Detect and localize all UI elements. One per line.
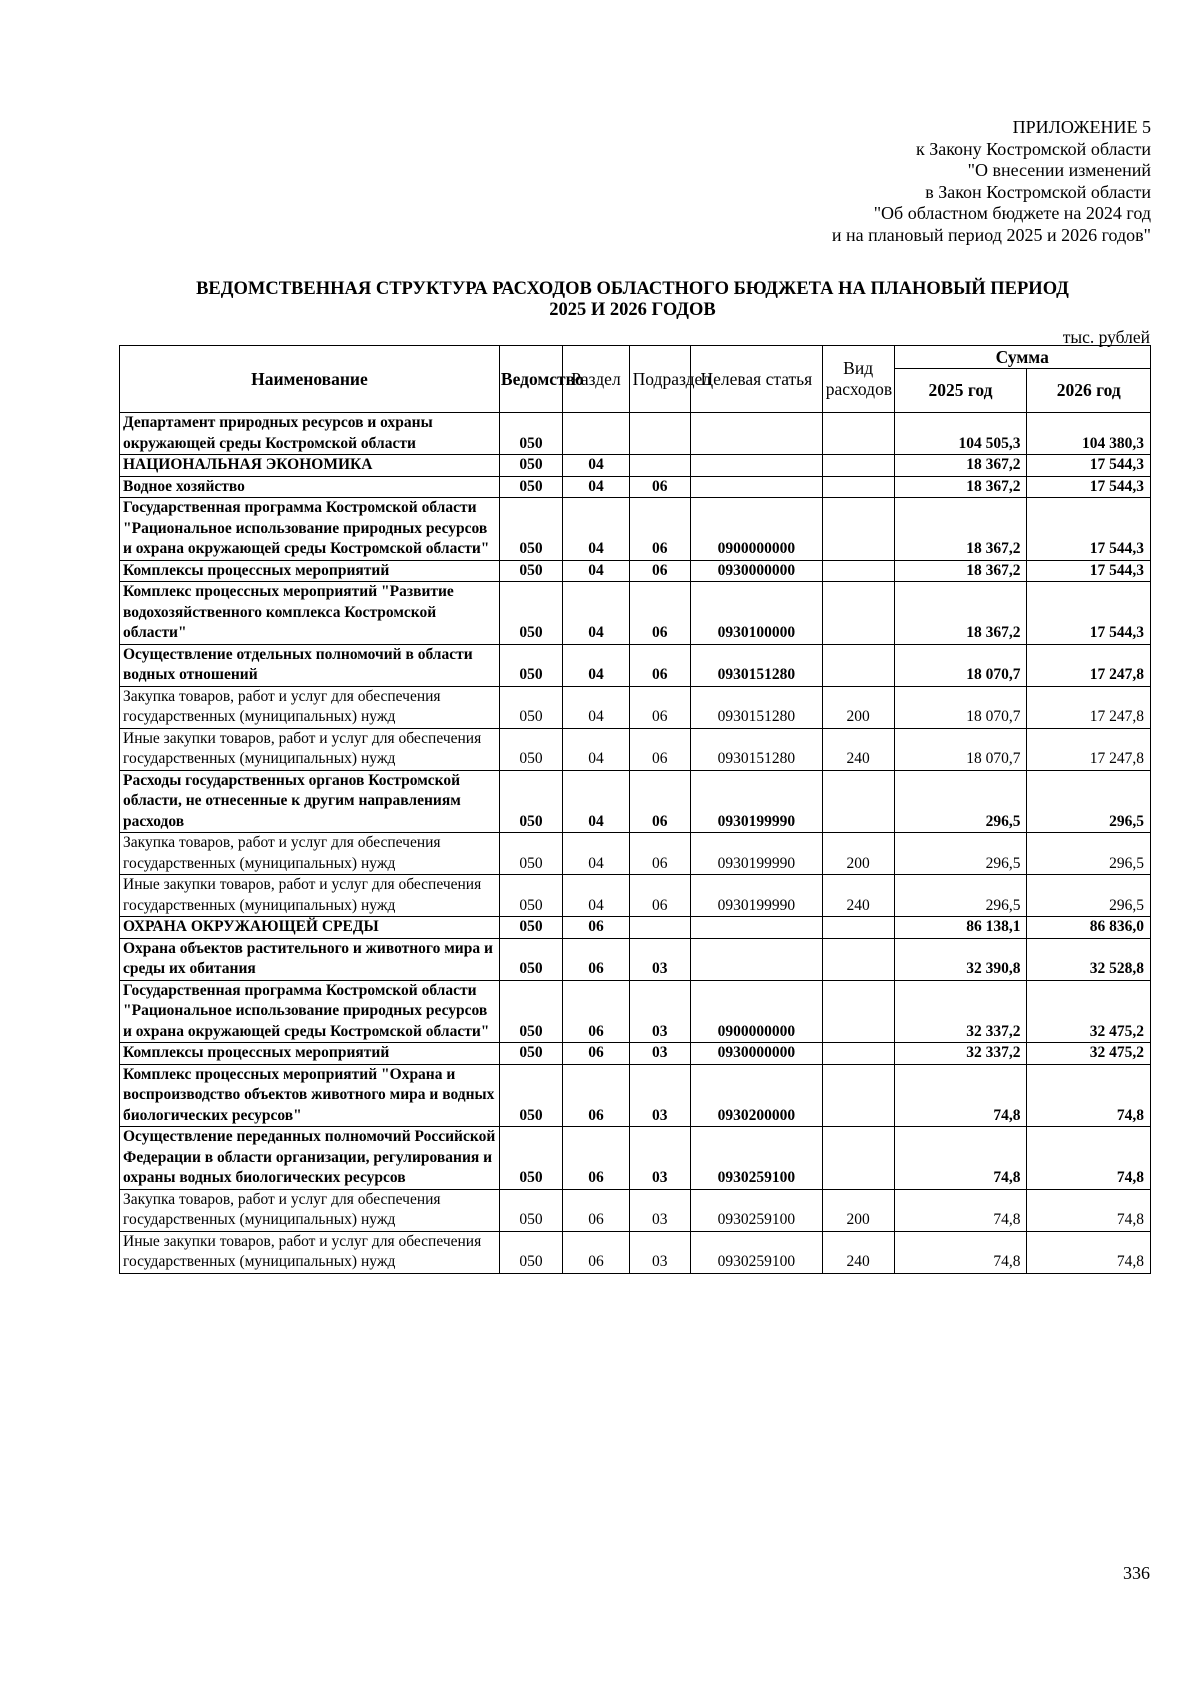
sum-2026-cell: 74,8: [1027, 1189, 1151, 1231]
table-body: [120, 413, 1151, 1274]
sum-2026-cell: 296,5: [1027, 770, 1151, 833]
table-row: [120, 980, 1151, 1043]
vedomstvo-cell: 050: [499, 1189, 562, 1231]
podrazdel-cell: 06: [629, 498, 690, 561]
sum-2026-cell: 32 475,2: [1027, 980, 1151, 1043]
header-summa: Сумма: [894, 346, 1150, 369]
target-cell: 0930000000: [690, 1043, 822, 1065]
razdel-cell: 06: [563, 980, 629, 1043]
vid-cell: 200: [822, 686, 894, 728]
appendix-line: и на плановый период 2025 и 2026 годов": [831, 224, 1151, 245]
table-row: [120, 686, 1151, 728]
sum-2026-cell: 32 528,8: [1027, 938, 1151, 980]
sum-2025-cell: 296,5: [894, 770, 1027, 833]
sum-2025-cell: 32 337,2: [894, 1043, 1027, 1065]
name-cell: Государственная программа Костромской области "Рациональное использование природных ресурсов и охрана окружающей среды Костромской области": [120, 498, 500, 561]
podrazdel-cell: 03: [629, 938, 690, 980]
vid-cell: [822, 980, 894, 1043]
name-cell: Осуществление переданных полномочий Российской Федерации в области организации, регулирования и охраны водных биологических ресурсов: [120, 1127, 500, 1190]
appendix-line: "О внесении изменений: [967, 160, 1151, 180]
vid-cell: [822, 413, 894, 455]
target-cell: 0930259100: [690, 1127, 822, 1190]
vedomstvo-cell: 050: [499, 1127, 562, 1190]
table-row: [120, 560, 1151, 582]
podrazdel-cell: 03: [629, 1064, 690, 1127]
document-title-line2: 2025 И 2026 ГОДОВ: [549, 300, 716, 320]
budget-table: [119, 345, 1151, 1274]
name-cell: НАЦИОНАЛЬНАЯ ЭКОНОМИКА: [120, 455, 500, 477]
sum-2026-cell: 74,8: [1027, 1231, 1151, 1273]
podrazdel-cell: 06: [629, 476, 690, 498]
vid-cell: [822, 770, 894, 833]
vid-cell: [822, 582, 894, 645]
podrazdel-cell: 06: [629, 686, 690, 728]
podrazdel-cell: 06: [629, 875, 690, 917]
sum-2025-cell: 74,8: [894, 1064, 1027, 1127]
razdel-cell: 06: [563, 938, 629, 980]
sum-2025-cell: 86 138,1: [894, 917, 1027, 939]
target-cell: [690, 455, 822, 477]
header-vedomstvo: Ведомство: [499, 346, 562, 413]
razdel-cell: 04: [563, 770, 629, 833]
razdel-cell: 04: [563, 644, 629, 686]
vid-cell: [822, 560, 894, 582]
podrazdel-cell: 06: [629, 644, 690, 686]
vedomstvo-cell: 050: [499, 644, 562, 686]
name-cell: Осуществление отдельных полномочий в области водных отношений: [120, 644, 500, 686]
name-cell: Расходы государственных органов Костромской области, не отнесенные к другим направлениям расходов: [120, 770, 500, 833]
target-cell: [690, 413, 822, 455]
podrazdel-cell: 06: [629, 728, 690, 770]
vedomstvo-cell: 050: [499, 875, 562, 917]
document-title: [120, 279, 1145, 321]
header-podrazdel: Подраздел: [629, 346, 690, 413]
name-cell: Иные закупки товаров, работ и услуг для обеспечения государственных (муниципальных) нужд: [120, 1231, 500, 1273]
table-row: [120, 728, 1151, 770]
razdel-cell: 06: [563, 1231, 629, 1273]
target-cell: [690, 938, 822, 980]
target-cell: 0930151280: [690, 686, 822, 728]
sum-2026-cell: 74,8: [1027, 1064, 1151, 1127]
razdel-cell: 04: [563, 833, 629, 875]
sum-2026-cell: 86 836,0: [1027, 917, 1151, 939]
vedomstvo-cell: 050: [499, 728, 562, 770]
podrazdel-cell: 06: [629, 582, 690, 645]
razdel-cell: 06: [563, 1127, 629, 1190]
vedomstvo-cell: 050: [499, 980, 562, 1043]
razdel-cell: 04: [563, 875, 629, 917]
sum-2026-cell: 17 544,3: [1027, 476, 1151, 498]
name-cell: Комплексы процессных мероприятий: [120, 560, 500, 582]
vid-cell: 240: [822, 875, 894, 917]
vedomstvo-cell: 050: [499, 476, 562, 498]
vedomstvo-cell: 050: [499, 560, 562, 582]
appendix-line: "Об областном бюджете на 2024 год: [873, 203, 1151, 223]
table-row: [120, 1127, 1151, 1190]
name-cell: Иные закупки товаров, работ и услуг для обеспечения государственных (муниципальных) нужд: [120, 728, 500, 770]
razdel-cell: 06: [563, 1064, 629, 1127]
table-row: [120, 476, 1151, 498]
vedomstvo-cell: 050: [499, 582, 562, 645]
razdel-cell: 04: [563, 560, 629, 582]
razdel-cell: [563, 413, 629, 455]
units-label: тыс. рублей: [1062, 327, 1150, 347]
podrazdel-cell: 06: [629, 770, 690, 833]
target-cell: 0930151280: [690, 644, 822, 686]
table-row: [120, 875, 1151, 917]
name-cell: Департамент природных ресурсов и охраны окружающей среды Костромской области: [120, 413, 500, 455]
podrazdel-cell: 06: [629, 833, 690, 875]
target-cell: 0930199990: [690, 770, 822, 833]
target-cell: 0930100000: [690, 582, 822, 645]
sum-2026-cell: 296,5: [1027, 833, 1151, 875]
table-row: [120, 938, 1151, 980]
appendix-line: в Закон Костромской области: [925, 181, 1151, 202]
document-title-line1: ВЕДОМСТВЕННАЯ СТРУКТУРА РАСХОДОВ ОБЛАСТНОГО БЮДЖЕТА НА ПЛАНОВЫЙ ПЕРИОД: [196, 279, 1069, 299]
sum-2025-cell: 32 390,8: [894, 938, 1027, 980]
sum-2025-cell: 74,8: [894, 1231, 1027, 1273]
sum-2025-cell: 18 070,7: [894, 644, 1027, 686]
vedomstvo-cell: 050: [499, 1231, 562, 1273]
table-row: [120, 1043, 1151, 1065]
sum-2026-cell: 74,8: [1027, 1127, 1151, 1190]
header-2025: 2025 год: [894, 369, 1027, 413]
podrazdel-cell: 03: [629, 980, 690, 1043]
target-cell: [690, 917, 822, 939]
name-cell: Закупка товаров, работ и услуг для обеспечения государственных (муниципальных) нужд: [120, 1189, 500, 1231]
table-row: [120, 455, 1151, 477]
target-cell: 0900000000: [690, 980, 822, 1043]
target-cell: 0930259100: [690, 1189, 822, 1231]
sum-2026-cell: 104 380,3: [1027, 413, 1151, 455]
header-razdel: Раздел: [563, 346, 629, 413]
vedomstvo-cell: 050: [499, 413, 562, 455]
name-cell: Государственная программа Костромской области "Рациональное использование природных ресурсов и охрана окружающей среды Костромской области": [120, 980, 500, 1043]
header-2026: 2026 год: [1027, 369, 1151, 413]
razdel-cell: 04: [563, 455, 629, 477]
name-cell: Комплекс процессных мероприятий "Развитие водохозяйственного комплекса Костромской области": [120, 582, 500, 645]
sum-2026-cell: 17 544,3: [1027, 560, 1151, 582]
sum-2025-cell: 74,8: [894, 1127, 1027, 1190]
vid-cell: [822, 938, 894, 980]
vid-cell: [822, 917, 894, 939]
target-cell: 0930199990: [690, 875, 822, 917]
header-target: Целевая статья: [690, 346, 822, 413]
page-number: 336: [1123, 1563, 1150, 1583]
sum-2026-cell: 17 544,3: [1027, 498, 1151, 561]
vedomstvo-cell: 050: [499, 498, 562, 561]
vedomstvo-cell: 050: [499, 917, 562, 939]
podrazdel-cell: 03: [629, 1043, 690, 1065]
appendix-line: к Закону Костромской области: [915, 138, 1151, 159]
razdel-cell: 04: [563, 728, 629, 770]
sum-2025-cell: 296,5: [894, 875, 1027, 917]
sum-2025-cell: 296,5: [894, 833, 1027, 875]
sum-2025-cell: 32 337,2: [894, 980, 1027, 1043]
vid-cell: [822, 644, 894, 686]
vid-cell: 240: [822, 1231, 894, 1273]
vid-cell: [822, 476, 894, 498]
table-row: [120, 917, 1151, 939]
table-row: [120, 498, 1151, 561]
vid-cell: 200: [822, 1189, 894, 1231]
sum-2025-cell: 74,8: [894, 1189, 1027, 1231]
razdel-cell: 04: [563, 498, 629, 561]
razdel-cell: 04: [563, 686, 629, 728]
vid-cell: 240: [822, 728, 894, 770]
sum-2026-cell: 17 544,3: [1027, 455, 1151, 477]
podrazdel-cell: [629, 455, 690, 477]
sum-2026-cell: 296,5: [1027, 875, 1151, 917]
name-cell: Закупка товаров, работ и услуг для обеспечения государственных (муниципальных) нужд: [120, 833, 500, 875]
sum-2025-cell: 18 070,7: [894, 686, 1027, 728]
target-cell: 0930259100: [690, 1231, 822, 1273]
target-cell: [690, 476, 822, 498]
target-cell: 0930199990: [690, 833, 822, 875]
podrazdel-cell: 03: [629, 1127, 690, 1190]
name-cell: ОХРАНА ОКРУЖАЮЩЕЙ СРЕДЫ: [120, 917, 500, 939]
sum-2026-cell: 32 475,2: [1027, 1043, 1151, 1065]
table-row: [120, 770, 1151, 833]
vedomstvo-cell: 050: [499, 938, 562, 980]
vedomstvo-cell: 050: [499, 455, 562, 477]
podrazdel-cell: 03: [629, 1231, 690, 1273]
podrazdel-cell: 03: [629, 1189, 690, 1231]
razdel-cell: 04: [563, 476, 629, 498]
target-cell: 0900000000: [690, 498, 822, 561]
vedomstvo-cell: 050: [499, 1043, 562, 1065]
appendix-block: [551, 117, 1151, 246]
vedomstvo-cell: 050: [499, 833, 562, 875]
sum-2025-cell: 18 367,2: [894, 560, 1027, 582]
target-cell: 0930151280: [690, 728, 822, 770]
name-cell: Охрана объектов растительного и животного мира и среды их обитания: [120, 938, 500, 980]
vedomstvo-cell: 050: [499, 686, 562, 728]
vid-cell: 200: [822, 833, 894, 875]
name-cell: Иные закупки товаров, работ и услуг для обеспечения государственных (муниципальных) нужд: [120, 875, 500, 917]
sum-2025-cell: 18 367,2: [894, 455, 1027, 477]
table-row: [120, 1189, 1151, 1231]
podrazdel-cell: [629, 917, 690, 939]
podrazdel-cell: 06: [629, 560, 690, 582]
table-row: [120, 1231, 1151, 1273]
table-row: [120, 833, 1151, 875]
header-vid: Вид расходов: [822, 346, 894, 413]
vid-cell: [822, 498, 894, 561]
target-cell: 0930200000: [690, 1064, 822, 1127]
razdel-cell: 06: [563, 1189, 629, 1231]
razdel-cell: 06: [563, 917, 629, 939]
sum-2026-cell: 17 247,8: [1027, 686, 1151, 728]
appendix-line: ПРИЛОЖЕНИЕ 5: [1012, 117, 1151, 137]
sum-2025-cell: 104 505,3: [894, 413, 1027, 455]
table-row: [120, 644, 1151, 686]
sum-2026-cell: 17 247,8: [1027, 644, 1151, 686]
name-cell: Комплексы процессных мероприятий: [120, 1043, 500, 1065]
vid-cell: [822, 1064, 894, 1127]
vid-cell: [822, 1043, 894, 1065]
name-cell: Закупка товаров, работ и услуг для обеспечения государственных (муниципальных) нужд: [120, 686, 500, 728]
name-cell: Водное хозяйство: [120, 476, 500, 498]
sum-2025-cell: 18 070,7: [894, 728, 1027, 770]
razdel-cell: 06: [563, 1043, 629, 1065]
razdel-cell: 04: [563, 582, 629, 645]
table-row: [120, 1064, 1151, 1127]
sum-2025-cell: 18 367,2: [894, 476, 1027, 498]
table-row: [120, 582, 1151, 645]
vid-cell: [822, 455, 894, 477]
vedomstvo-cell: 050: [499, 1064, 562, 1127]
table-row: [120, 413, 1151, 455]
sum-2025-cell: 18 367,2: [894, 582, 1027, 645]
vid-cell: [822, 1127, 894, 1190]
sum-2025-cell: 18 367,2: [894, 498, 1027, 561]
podrazdel-cell: [629, 413, 690, 455]
vedomstvo-cell: 050: [499, 770, 562, 833]
sum-2026-cell: 17 247,8: [1027, 728, 1151, 770]
header-name: Наименование: [120, 346, 500, 413]
name-cell: Комплекс процессных мероприятий "Охрана и воспроизводство объектов животного мира и водных биологических ресурсов": [120, 1064, 500, 1127]
target-cell: 0930000000: [690, 560, 822, 582]
sum-2026-cell: 17 544,3: [1027, 582, 1151, 645]
